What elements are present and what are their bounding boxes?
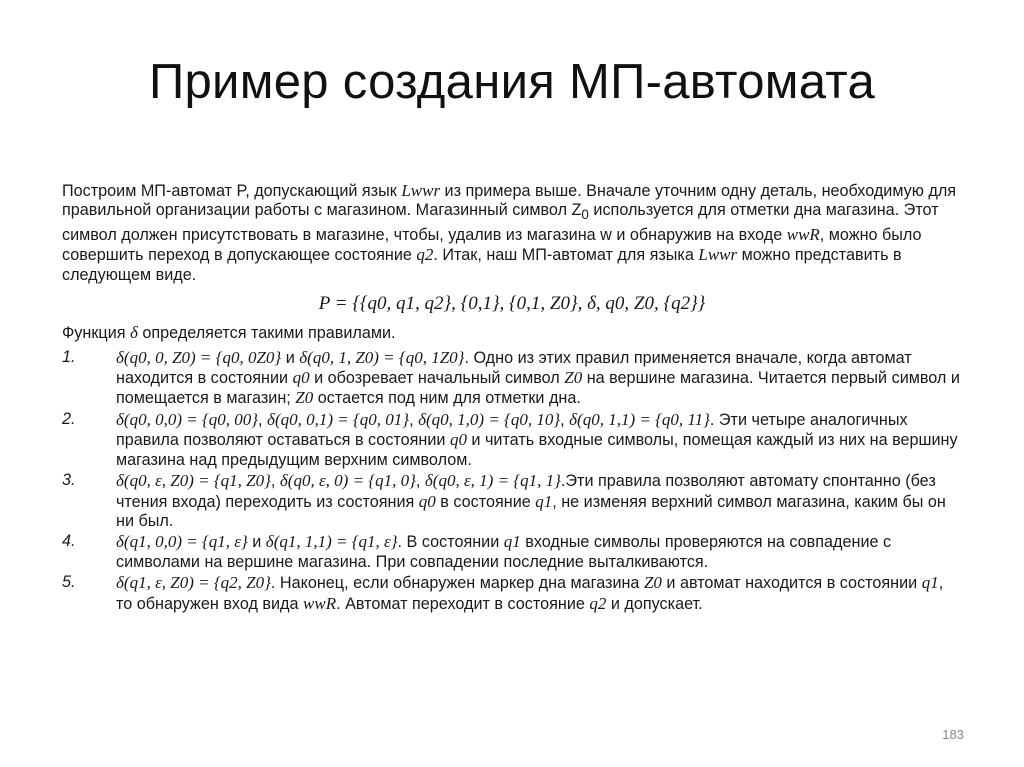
text: остается под ним для отметки дна. bbox=[313, 389, 581, 408]
text: и допускает. bbox=[606, 594, 703, 613]
math: q0 bbox=[292, 368, 310, 388]
text: , можно было совершить переход в допускающее состояние bbox=[62, 226, 922, 265]
text: определяется такими правилами. bbox=[137, 324, 396, 343]
math: Lwwr bbox=[698, 245, 738, 265]
text: . В состоянии bbox=[397, 533, 504, 552]
text: . Итак, наш МП-автомат для языка bbox=[433, 246, 699, 265]
math: Z0 bbox=[564, 368, 583, 388]
text: , не изменяя верхний символ магазина, каким бы он ни был. bbox=[116, 492, 946, 530]
math: δ(q1, 1,1) = {q1, ε} bbox=[265, 532, 398, 552]
text: используется для отметки дна магазина. Этот символ должен присутствовать в магазине, чтобы, удалив из магазина w и обнаружив на входе bbox=[62, 201, 939, 245]
math: wwR bbox=[303, 593, 337, 613]
text: . Одно из этих правил применяется вначале, когда автомат находится в состоянии bbox=[116, 348, 912, 388]
function-intro bbox=[62, 323, 962, 343]
math: δ(q0, 1,0) = {q0, 10} bbox=[418, 409, 561, 429]
math: δ(q0, ε, 1) = {q1, 1} bbox=[424, 471, 561, 491]
math: δ(q1, 0,0) = {q1, ε} bbox=[116, 532, 248, 552]
math: δ(q0, 1, Z0) = {q0, 1Z0} bbox=[299, 347, 465, 367]
math: q1 bbox=[535, 491, 553, 511]
rule-number: 2. bbox=[62, 409, 76, 428]
slide-content bbox=[62, 181, 962, 614]
rules-list bbox=[62, 348, 962, 614]
text: , bbox=[560, 410, 570, 429]
rule-item-1 bbox=[62, 348, 962, 409]
text: Построим МП-автомат P, допускающий язык bbox=[62, 182, 402, 200]
text: , bbox=[415, 472, 425, 491]
subscript: 0 bbox=[581, 207, 589, 223]
math: q2 bbox=[589, 593, 607, 613]
slide-title: Пример создания МП-автомата bbox=[148, 55, 876, 109]
page-number: 183 bbox=[942, 727, 964, 742]
text: и читать входные символы, помещая каждый из них на вершину магазина над предыдущим верхним символом. bbox=[116, 431, 958, 469]
text: из примера выше. Вначале уточним одну деталь, необходимую для правильной организации работы с магазином. Магазинный символ Z bbox=[62, 182, 957, 220]
math: q0 bbox=[418, 491, 436, 511]
math: δ(q0, 0,0) = {q0, 00} bbox=[116, 409, 259, 429]
math: δ(q0, ε, 0) = {q1, 0} bbox=[279, 471, 416, 491]
rule-number: 5. bbox=[62, 573, 76, 592]
text: и обозревает начальный символ bbox=[309, 369, 565, 388]
math: wwR bbox=[786, 225, 820, 245]
text: и автомат находится в состоянии bbox=[661, 574, 922, 593]
math: q0 bbox=[449, 430, 467, 450]
rule-number: 1. bbox=[62, 347, 76, 366]
math: δ bbox=[130, 323, 138, 343]
text: . Автомат переходит в состояние bbox=[336, 594, 590, 613]
text: . Наконец, если обнаружен маркер дна магазина bbox=[270, 574, 644, 593]
text: , bbox=[258, 410, 268, 429]
math: q2 bbox=[416, 245, 434, 265]
math: δ(q0, 0,1) = {q0, 01} bbox=[267, 409, 410, 429]
text: можно представить в следующем виде. bbox=[62, 246, 902, 284]
text: на вершине магазина. Читается первый символ и помещается в магазин; bbox=[116, 369, 960, 408]
intro-paragraph bbox=[62, 181, 962, 285]
math: δ(q0, 1,1) = {q0, 11} bbox=[569, 409, 710, 429]
text: .Эти правила позволяют автомату спонтанно (без чтения входа) переходить из состояния bbox=[116, 472, 936, 511]
text: Функция bbox=[62, 324, 130, 343]
text: . Эти четыре аналогичных правила позволяют оставаться в состоянии bbox=[116, 410, 908, 450]
text: , bbox=[409, 410, 419, 429]
text: и bbox=[281, 348, 300, 367]
rule-item-3 bbox=[62, 471, 962, 531]
rule-number: 3. bbox=[62, 471, 76, 490]
rule-item-4 bbox=[62, 532, 962, 572]
math: Z0 bbox=[643, 573, 662, 593]
math: δ(q0, 0, Z0) = {q0, 0Z0} bbox=[116, 347, 282, 367]
automaton-formula: P = {{q0, q1, q2}, {0,1}, {0,1, Z0}, δ, q0, Z0, {q2}} bbox=[318, 293, 706, 315]
rule-item-2 bbox=[62, 410, 962, 470]
math: δ(q1, ε, Z0) = {q2, Z0} bbox=[116, 573, 271, 593]
text: , bbox=[270, 472, 280, 491]
math: q1 bbox=[921, 573, 939, 593]
math: δ(q0, ε, Z0) = {q1, Z0} bbox=[116, 471, 271, 491]
rule-item-5 bbox=[62, 573, 962, 614]
text: и bbox=[247, 533, 266, 552]
math: Lwwr bbox=[401, 181, 441, 200]
text: входные символы проверяются на совпадение с символами на вершине магазина. При совпадении последние выталкиваются. bbox=[116, 533, 892, 571]
text: , то обнаружен вход вида bbox=[116, 574, 944, 613]
math: Z0 bbox=[295, 388, 314, 408]
math: q1 bbox=[503, 532, 521, 552]
rule-number: 4. bbox=[62, 532, 76, 551]
text: в состояние bbox=[435, 492, 536, 511]
